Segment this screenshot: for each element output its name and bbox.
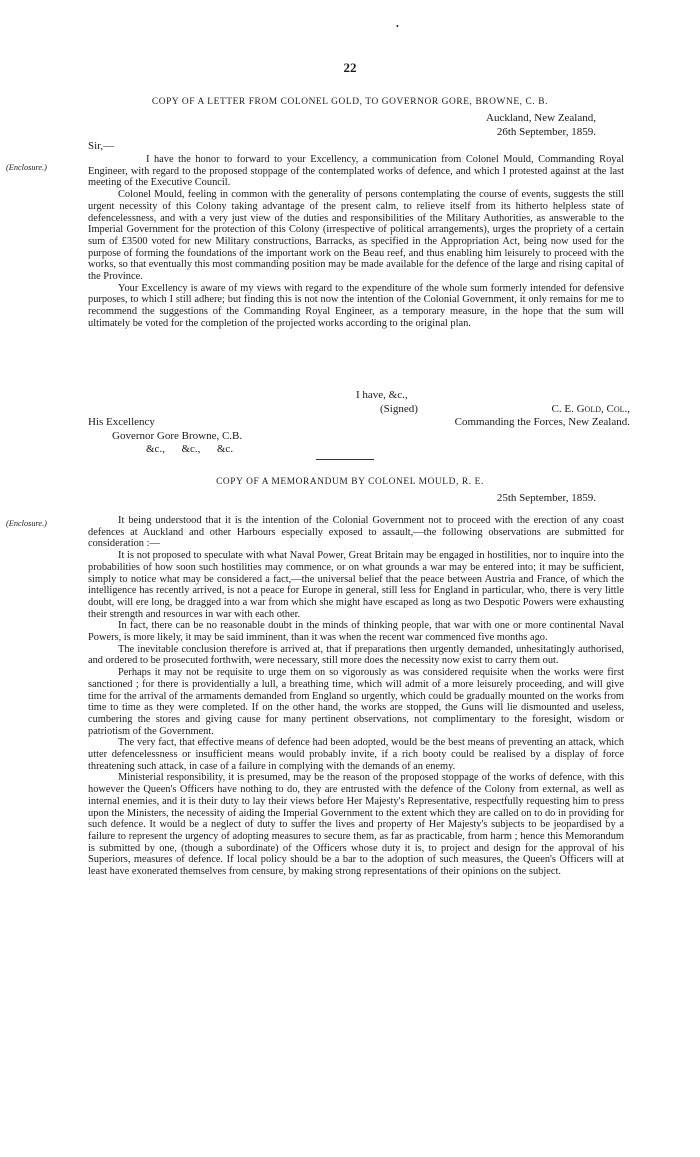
letter-closing: I have, &c., [356,389,408,401]
memorandum-body [88,515,624,878]
letter-body [88,154,624,330]
memo-paragraph-3: In fact, there can be no reasonable doubt in the minds of thinking people, that war with one or more continental Naval Powers, is more likely, it may be said imminent, than it was when the recent war commenced five months ago. [88,620,624,644]
memorandum-date: 25th September, 1859. [496,492,596,504]
letter-paragraph-1: I have the honor to forward to your Excellency, a communication from Colonel Mould, Commanding Royal Engineer, with regard to the proposed stoppage of the contemplated works of defence, and which I protested against at the last meeting of the Executive Council. [88,154,624,189]
letter-place: Auckland, New Zealand, [486,112,596,124]
page-number: 22 [343,60,357,75]
letter-paragraph-2: Colonel Mould, feeling in common with the generality of persons contemplating the course of events, suggests the still urgent necessity of this Colony taking advantage of the present calm, to relieve itself from its hitherto helpless state of defencelessness, and with a very just view of the duties and responsibilities of the Military Authorities, as answerable to the Imperial Government for the protection of this Colony (irrespective of political arrangements), urges the propriety of a certain sum of £3500 voted for new Military constructions, Barracks, as specified in the Appropriation Act, being now used for the purpose of forming the foundations of the important work on the Beau reef, and thus enabling him leisurely to proceed with the works, so that eventually this most commanding position may be made available for the defence of the large and rising capital of the Province. [88,189,624,283]
section-divider [316,459,374,460]
memo-paragraph-6: The very fact, that effective means of defence had been adopted, would be the best means of preventing an attack, which utter defencelessness or insufficient means would probably invite, if a rich booty could be realised by a display of force threatening such attack, in case of a failure in complying with the demands of an enemy. [88,737,624,772]
letter-signed: (Signed) [380,403,418,415]
addressee-line-3: &c., &c., &c. [146,443,234,455]
memo-paragraph-2: It is not proposed to speculate with what Naval Power, Great Britain may be engaged in hostilities, nor to inquire into the probabilities of how soon such hostilities may commence, or on what grounds a war may be entered into; it may be sufficient, simply to notice what may be considered a fact,—the universal belief that the peace between Austria and France, of which the intelligence has recently arrived, is not a peace for Europe in general, still less for England in particular, who, there is very little doubt, will ere long, be dragged into a war from which she might have escaped as long as two Despotic Powers were exhausting their strength and resources in war with each other. [88,550,624,620]
letter-heading: COPY OF A LETTER FROM COLONEL GOLD, TO GOVERNOR GORE, BROWNE, C. B. [151,97,549,107]
addressee-line-2: Governor Gore Browne, C.B. [112,430,243,442]
letter-salutation: Sir,— [88,140,115,152]
letter-enclosure-note: (Enclosure.) [6,163,47,172]
memo-paragraph-7: Ministerial responsibility, it is presumed, may be the reason of the proposed stoppage of the works of defence, with this however the Queen's Officers have nothing to do, they are entrusted with the defence of the Colony from external, as well as internal enemies, and it is their duty to lay their views before Her Majesty's Representative, respectfully requesting him to press upon the Ministers, the necessity of aiding the Imperial Government to the extent which they are called on to do in providing for such defence. It would be a neglect of duty to suffer the lives and property of Her Majesty's subjects to be jeopardised by a failure to represent the urgency of adopting measures to secure them, as far as practicable, from harm ; hence this Memorandum is submitted by one, (though a subordinate) of the Officers whose duty it is, to project and design for the approval of his Superiors, measures of defence. If local policy should be a bar to the adoption of such measures, the Queen's Officers will at least have exonerated themselves from censure, by making strong representations of their opinions on the subject. [88,772,624,878]
letter-signer-title: Commanding the Forces, New Zealand. [454,416,630,428]
memo-paragraph-4: The inevitable conclusion therefore is arrived at, that if preparations then urgently demanded, unhesitatingly authorised, and ordered to be prosecuted forthwith, were necessary, still more does the necessity now exist to carry them out. [88,643,624,667]
memorandum-heading: COPY OF A MEMORANDUM BY COLONEL MOULD, R. E. [216,477,484,487]
top-mark: • [396,22,399,31]
memo-paragraph-5: Perhaps it may not be requisite to urge them on so vigorously as was considered requisite when the works were first sanctioned ; for there is providentially a lull, a breathing time, which will admit of a more leisurely proceeding, and will give time for the arrival of the armaments demanded from England so urgently, which could be gradually mounted on the works from time to time as they were completed. If on the other hand, the works are stopped, the Guns will lie dismounted and useless, cumbering the stores and giving cause for many pertinent observations, not complimentary to the foresight, wisdom or patriotism of the Government. [88,667,624,737]
addressee-line-1: His Excellency [88,416,155,428]
letter-date: 26th September, 1859. [496,126,596,138]
letter-signer-name: C. E. Gold, Col., [551,403,630,415]
letter-signature-row [380,403,630,415]
letter-paragraph-3: Your Excellency is aware of my views with regard to the expenditure of the whole sum formerly intended for defensive purposes, to which I still adhere; but finding this is not now the intention of the Colonial Government, it only remains for me to recommend the suggestions of the Commanding Royal Engineer, as a temporary measure, in the hope that the sum will ultimately be voted for the completion of the projected works according to the original plan. [88,282,624,329]
memo-paragraph-1: It being understood that it is the intention of the Colonial Government not to proceed with the erection of any coast defences at Auckland and other Harbours especially exposed to assault,—the following observations are submitted for consideration :— [88,515,624,550]
memorandum-enclosure-note: (Enclosure.) [6,519,47,528]
